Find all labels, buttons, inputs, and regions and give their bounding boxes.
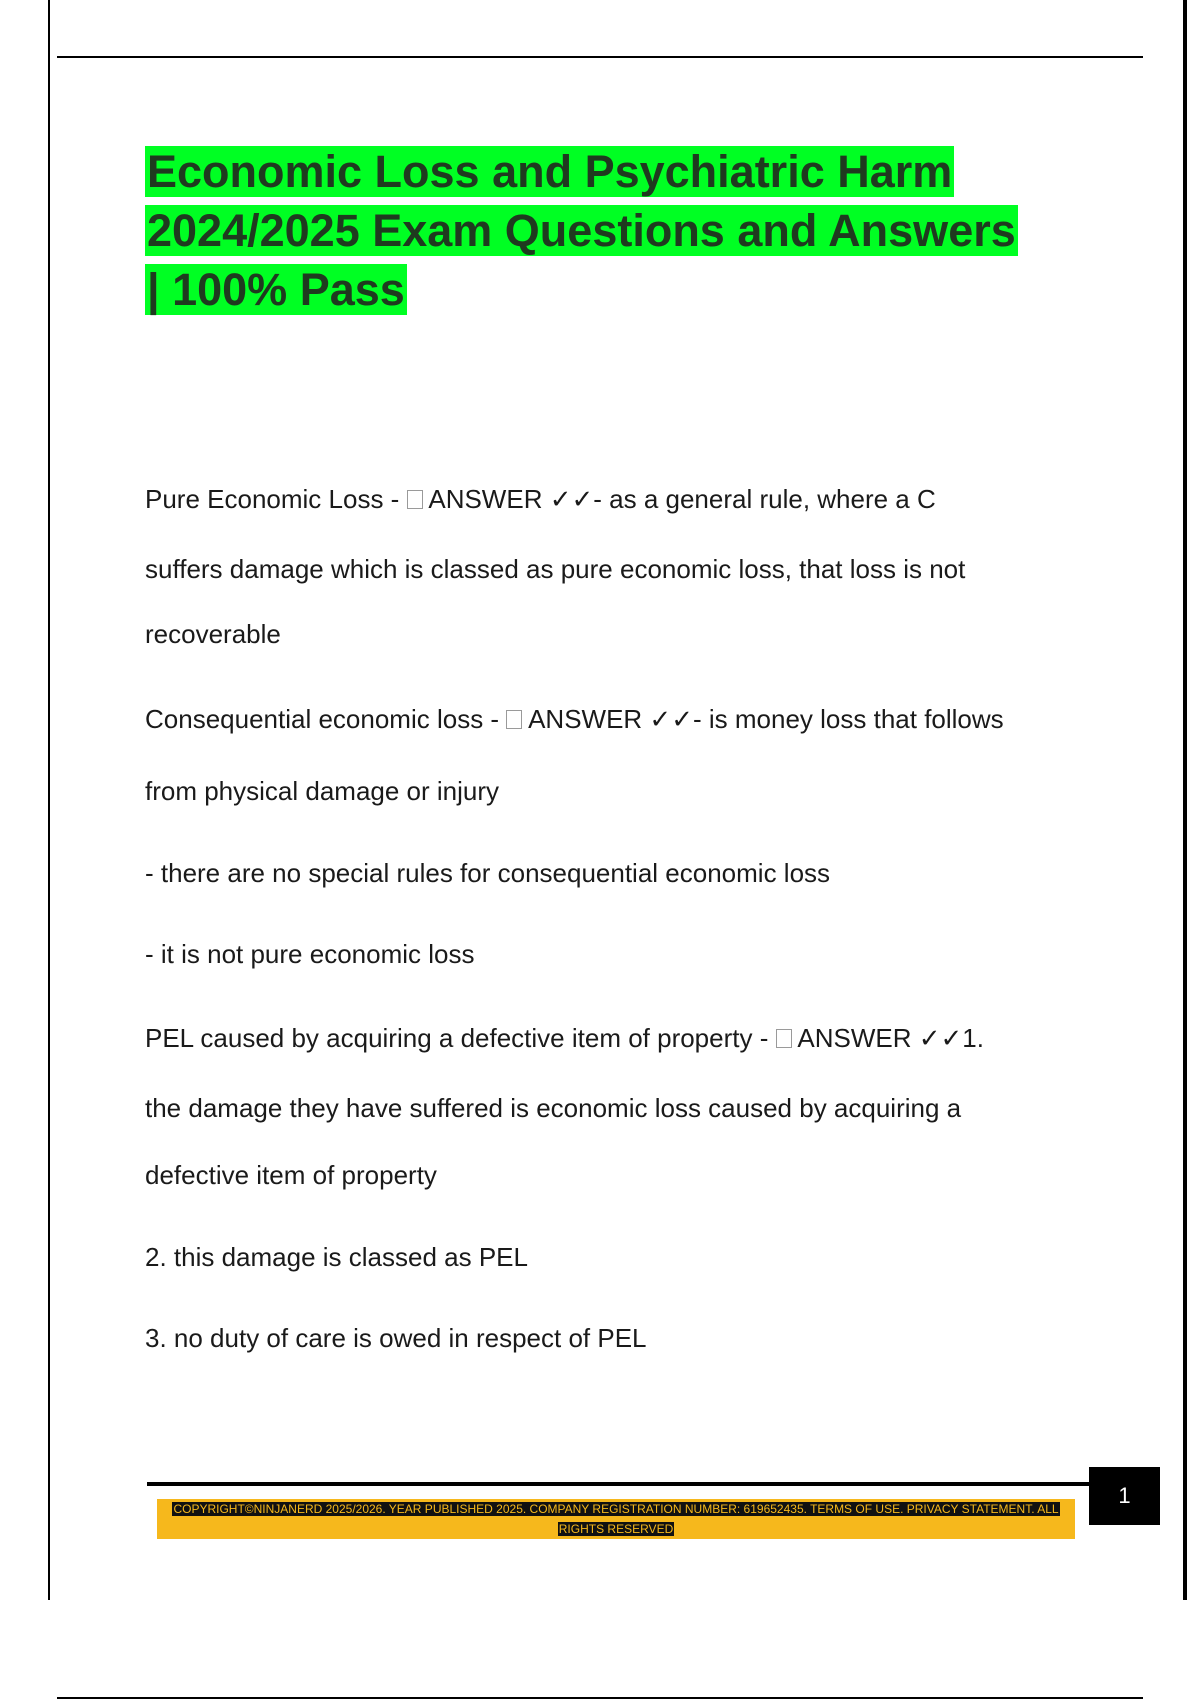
- answer-line: defective item of property: [145, 1160, 437, 1190]
- question-pure-economic-loss: Pure Economic Loss - ANSWER ✓✓- as a general rule, where a C: [145, 484, 936, 514]
- answer-line: suffers damage which is classed as pure economic loss, that loss is not: [145, 554, 966, 584]
- header-rule: [57, 56, 1143, 58]
- placeholder-box-icon: [407, 490, 423, 509]
- copyright-bar: [157, 1499, 1075, 1539]
- title-line-2: 2024/2025 Exam Questions and Answers: [147, 205, 1016, 256]
- title-line-3: | 100% Pass: [147, 264, 405, 315]
- next-page-rule: [57, 1697, 1143, 1699]
- page-number: 1: [1089, 1467, 1160, 1525]
- page-border-right: [1183, 0, 1187, 1600]
- answer-line: - it is not pure economic loss: [145, 939, 475, 969]
- question-pel-defective-property: PEL caused by acquiring a defective item of property - ANSWER ✓✓1.: [145, 1023, 984, 1053]
- answer-line: from physical damage or injury: [145, 776, 500, 806]
- title-line-1: Economic Loss and Psychiatric Harm: [147, 146, 953, 197]
- answer-line: 3. no duty of care is owed in respect of PEL: [145, 1323, 647, 1353]
- footer-rule: [147, 1482, 1089, 1486]
- question-consequential-economic-loss: Consequential economic loss - ANSWER ✓✓- is money loss that follows: [145, 704, 1004, 734]
- placeholder-box-icon: [506, 710, 522, 729]
- answer-line: recoverable: [145, 619, 281, 649]
- page-border-left: [48, 0, 50, 1600]
- answer-line: - there are no special rules for consequential economic loss: [145, 858, 831, 888]
- document-title: [145, 142, 1105, 319]
- answer-line: the damage they have suffered is economic loss caused by acquiring a: [145, 1093, 962, 1123]
- answer-line: 2. this damage is classed as PEL: [145, 1242, 528, 1272]
- placeholder-box-icon: [776, 1029, 792, 1048]
- copyright-text: COPYRIGHT©NINJANERD 2025/2026. YEAR PUBLISHED 2025. COMPANY REGISTRATION NUMBER: 619652435. TERMS OF USE. PRIVACY STATEMENT. ALL RIGHTS RESERVED: [173, 1502, 1059, 1536]
